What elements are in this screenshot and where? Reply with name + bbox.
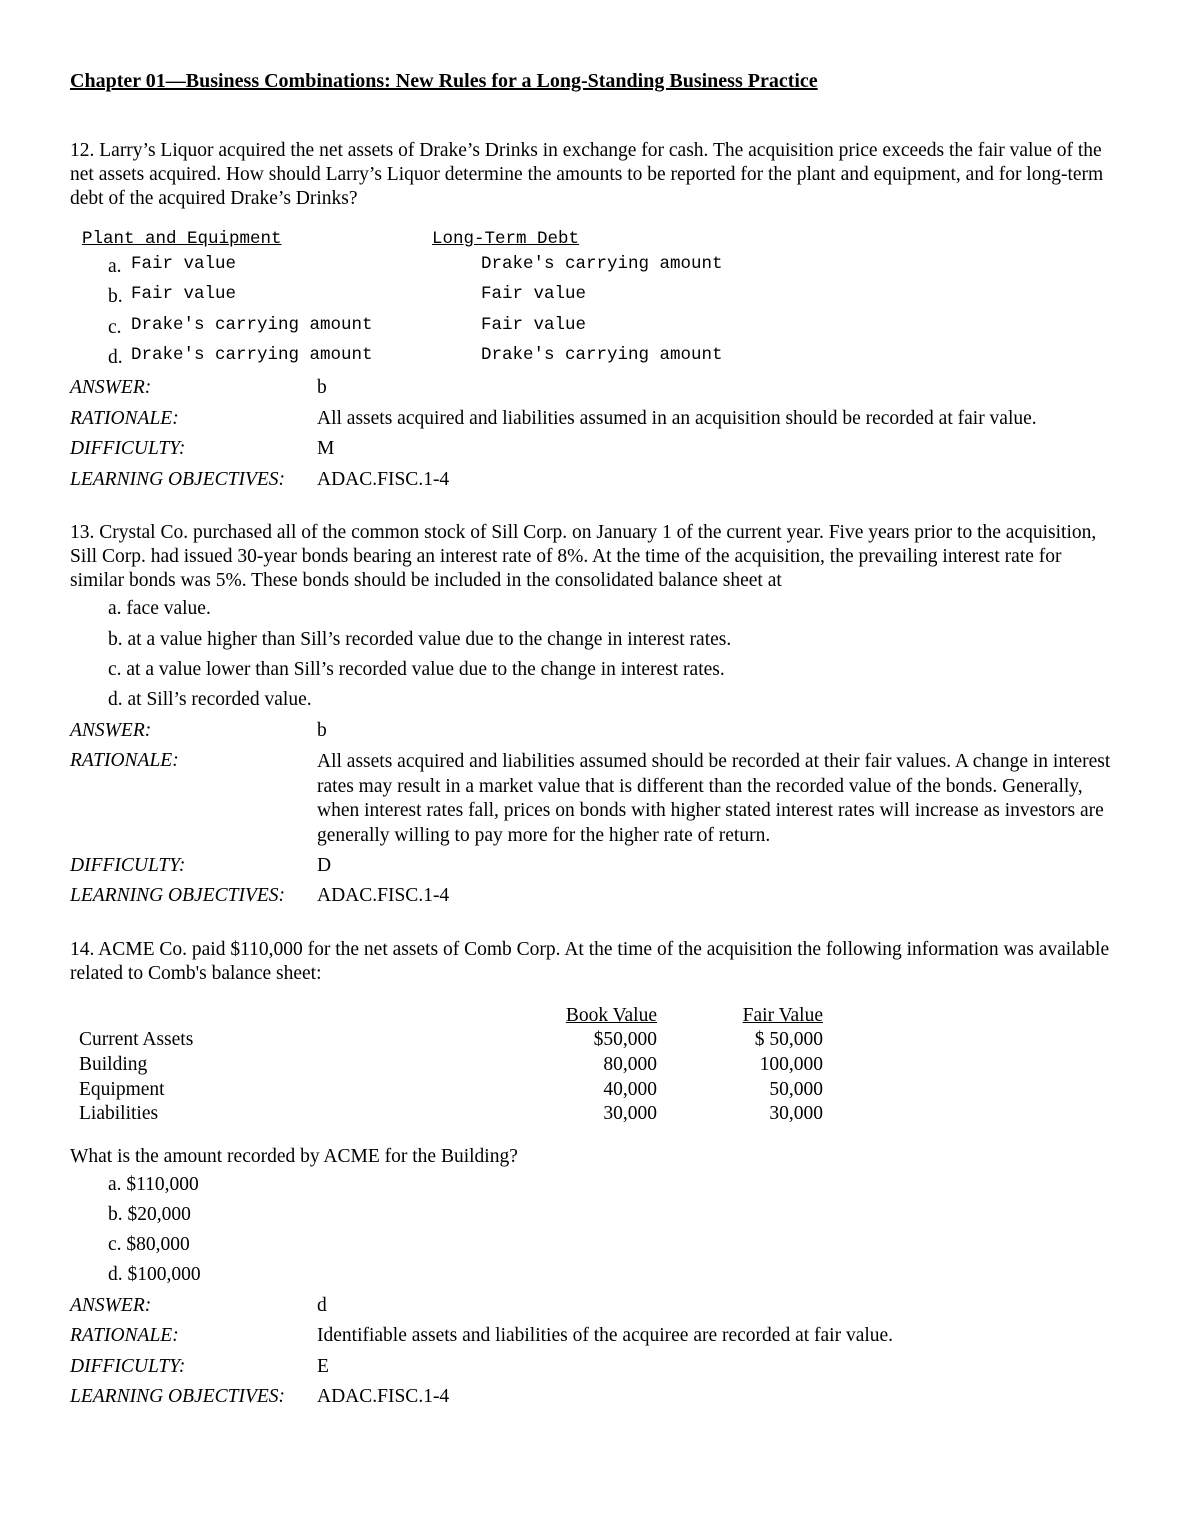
rationale-label: RATIONALE: bbox=[70, 408, 179, 429]
option-debt: Fair value bbox=[481, 315, 587, 335]
q13-option-a: a. face value. bbox=[108, 598, 211, 619]
option-plant: Fair value bbox=[131, 284, 237, 304]
q14-question: 14. ACME Co. paid $110,000 for the net assets of Comb Corp. At the time of the acquisition the following information was available related to Comb's balance sheet: bbox=[70, 939, 1110, 984]
q12-objectives: ADAC.FISC.1-4 bbox=[317, 469, 450, 490]
option-plant: Fair value bbox=[131, 254, 237, 274]
option-letter: b. bbox=[108, 286, 123, 307]
q14-option-c: c. $80,000 bbox=[108, 1234, 190, 1255]
q13-option-b: b. at a value higher than Sill’s recorded value due to the change in interest rates. bbox=[108, 629, 732, 650]
answer-label: ANSWER: bbox=[70, 720, 152, 741]
q12-rationale: All assets acquired and liabilities assumed in an acquisition should be recorded at fair value. bbox=[317, 408, 1037, 429]
row-label: Building bbox=[79, 1054, 148, 1075]
row-fair: 100,000 bbox=[759, 1054, 823, 1075]
q13-option-c: c. at a value lower than Sill’s recorded value due to the change in interest rates. bbox=[108, 659, 725, 680]
q13-objectives: ADAC.FISC.1-4 bbox=[317, 885, 450, 906]
q14-option-a: a. $110,000 bbox=[108, 1174, 199, 1195]
row-label: Liabilities bbox=[79, 1103, 159, 1124]
row-fair: $ 50,000 bbox=[754, 1029, 823, 1050]
q13-answer: b bbox=[317, 720, 327, 741]
q12-col2-header: Long-Term Debt bbox=[432, 229, 580, 249]
rationale-label: RATIONALE: bbox=[70, 1325, 179, 1346]
difficulty-label: DIFFICULTY: bbox=[70, 1356, 186, 1377]
option-letter: c. bbox=[108, 317, 122, 338]
row-label: Equipment bbox=[79, 1079, 165, 1100]
q12-col1-header: Plant and Equipment bbox=[82, 229, 282, 249]
q13-difficulty: D bbox=[317, 855, 332, 876]
option-debt: Drake's carrying amount bbox=[481, 345, 723, 365]
q12-difficulty: M bbox=[317, 438, 335, 459]
answer-label: ANSWER: bbox=[70, 377, 152, 398]
q14-option-d: d. $100,000 bbox=[108, 1264, 201, 1285]
page-title: Chapter 01—Business Combinations: New Rules for a Long-Standing Business Practice bbox=[70, 70, 818, 92]
option-letter: a. bbox=[108, 256, 122, 277]
q12-question: 12. Larry’s Liquor acquired the net assets of Drake’s Drinks in exchange for cash. The acquisition price exceeds the fair value of the net assets acquired. How should Larry’s Liquor determine the amounts to be reported for the plant and equipment, and for long-term debt of the acquired Drake’s Drinks? bbox=[70, 140, 1104, 209]
objectives-label: LEARNING OBJECTIVES: bbox=[70, 885, 286, 906]
row-book: 40,000 bbox=[603, 1079, 657, 1100]
q14-rationale: Identifiable assets and liabilities of the acquiree are recorded at fair value. bbox=[317, 1325, 894, 1346]
row-label: Current Assets bbox=[79, 1029, 194, 1050]
option-plant: Drake's carrying amount bbox=[131, 345, 373, 365]
row-book: $50,000 bbox=[593, 1029, 657, 1050]
row-book: 30,000 bbox=[603, 1103, 657, 1124]
q13-option-d: d. at Sill’s recorded value. bbox=[108, 689, 312, 710]
objectives-label: LEARNING OBJECTIVES: bbox=[70, 469, 286, 490]
q14-difficulty: E bbox=[317, 1356, 329, 1377]
q13-question: 13. Crystal Co. purchased all of the common stock of Sill Corp. on January 1 of the current year. Five years prior to the acquisition, Sill Corp. had issued 30-year bonds bearing an interest rate of 8%. At the time of the acquisition, the prevailing interest rate for similar bonds was 5%. These bonds should be included in the consolidated balance sheet at bbox=[70, 522, 1097, 591]
rationale-label: RATIONALE: bbox=[70, 750, 179, 771]
row-book: 80,000 bbox=[603, 1054, 657, 1075]
difficulty-label: DIFFICULTY: bbox=[70, 855, 186, 876]
fair-value-header: Fair Value bbox=[742, 1005, 823, 1026]
option-debt: Fair value bbox=[481, 284, 587, 304]
option-letter: d. bbox=[108, 347, 123, 368]
objectives-label: LEARNING OBJECTIVES: bbox=[70, 1386, 286, 1407]
q14-objectives: ADAC.FISC.1-4 bbox=[317, 1386, 450, 1407]
difficulty-label: DIFFICULTY: bbox=[70, 438, 186, 459]
row-fair: 30,000 bbox=[769, 1103, 823, 1124]
option-debt: Drake's carrying amount bbox=[481, 254, 723, 274]
q13-rationale: All assets acquired and liabilities assumed should be recorded at their fair values. A change in interest rates may result in a market value that is different than the recorded value of the bonds. Generally, when interest rates fall, prices on bonds with higher stated interest rates will increase as investors are generally willing to pay more for the higher rate of return. bbox=[317, 751, 1111, 846]
q14-answer: d bbox=[317, 1295, 327, 1316]
row-fair: 50,000 bbox=[769, 1079, 823, 1100]
q14-prompt: What is the amount recorded by ACME for the Building? bbox=[70, 1146, 518, 1167]
q12-answer: b bbox=[317, 377, 327, 398]
answer-label: ANSWER: bbox=[70, 1295, 152, 1316]
option-plant: Drake's carrying amount bbox=[131, 315, 373, 335]
book-value-header: Book Value bbox=[565, 1005, 657, 1026]
q14-option-b: b. $20,000 bbox=[108, 1204, 191, 1225]
